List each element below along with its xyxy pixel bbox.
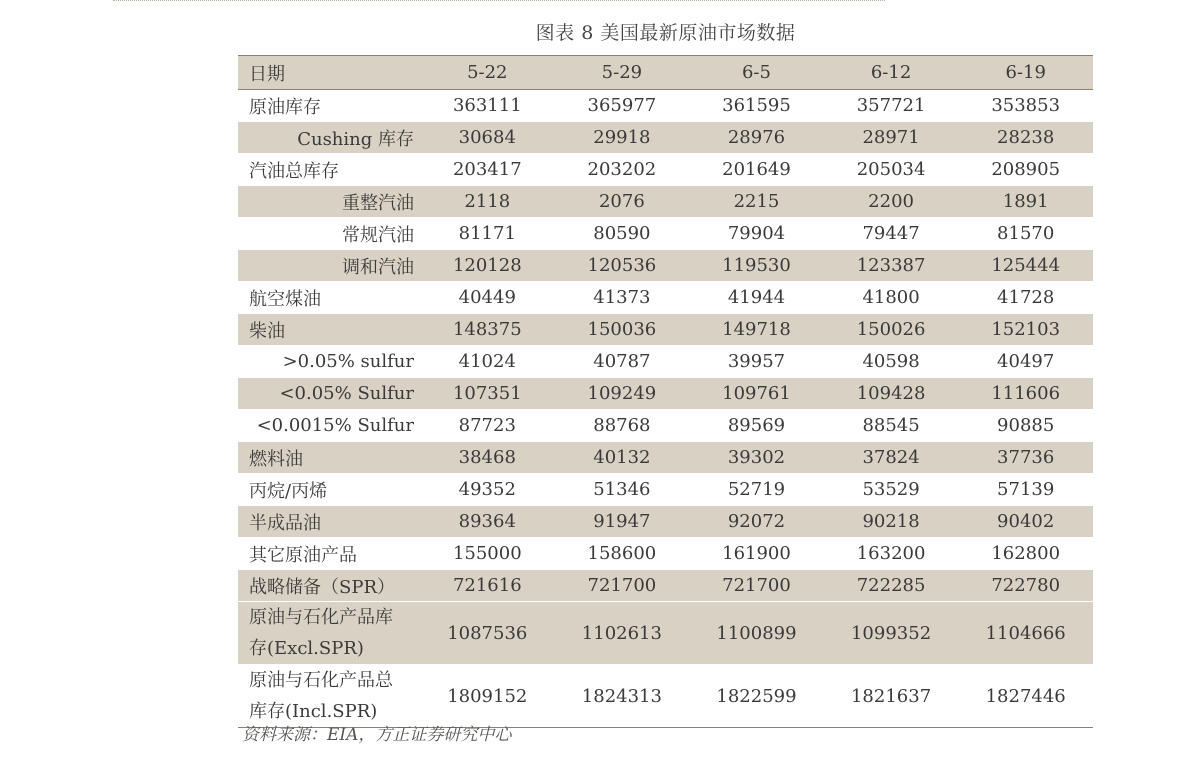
cell-value: 2200 [824,186,959,218]
table-row [238,122,1093,154]
cell-value: 40598 [824,346,959,378]
cell-value: 161900 [689,538,824,570]
row-label: <0.0015% Sulfur [238,410,420,442]
cell-value: 90218 [824,506,959,538]
cell-value: 1891 [958,186,1093,218]
cell-value: 125444 [958,250,1093,282]
cell-value: 79904 [689,218,824,250]
row-label [238,602,420,665]
cell-value: 53529 [824,474,959,506]
table-row [238,90,1093,122]
cell-value: 28971 [824,122,959,154]
cell-value: 28238 [958,122,1093,154]
cell-value: 89364 [420,506,555,538]
cell-value: 1100899 [689,602,824,665]
cell-value: 51346 [555,474,690,506]
cell-value: 109761 [689,378,824,410]
cell-value: 149718 [689,314,824,346]
cell-value: 2076 [555,186,690,218]
cell-value: 87723 [420,410,555,442]
table-row [238,186,1093,218]
crude-oil-data-table [238,55,1093,728]
row-label: 常规汽油 [238,218,420,250]
table-row [238,250,1093,282]
header-date: 5-29 [555,56,690,90]
cell-value: 41728 [958,282,1093,314]
cell-value: 120536 [555,250,690,282]
cell-value: 148375 [420,314,555,346]
cell-value: 119530 [689,250,824,282]
row-label: 原油库存 [238,90,420,122]
cell-value: 88545 [824,410,959,442]
table-row [238,346,1093,378]
cell-value: 721616 [420,570,555,602]
cell-value: 162800 [958,538,1093,570]
cell-value: 40132 [555,442,690,474]
row-label: 汽油总库存 [238,154,420,186]
cell-value: 49352 [420,474,555,506]
table-caption: 图表 8 美国最新原油市场数据 [535,22,796,44]
cell-value: 88768 [555,410,690,442]
cell-value: 40787 [555,346,690,378]
row-label-line1: 原油与石化产品总 [249,670,393,691]
header-date: 6-19 [958,56,1093,90]
cell-value: 120128 [420,250,555,282]
cell-value: 1104666 [958,602,1093,665]
cell-value: 1827446 [958,665,1093,728]
cell-value: 109428 [824,378,959,410]
cell-value: 722285 [824,570,959,602]
cell-value: 722780 [958,570,1093,602]
cell-value: 1824313 [555,665,690,728]
cell-value: 123387 [824,250,959,282]
cell-value: 41373 [555,282,690,314]
cell-value: 80590 [555,218,690,250]
cell-value: 38468 [420,442,555,474]
cell-value: 30684 [420,122,555,154]
cell-value: 57139 [958,474,1093,506]
cell-value: 92072 [689,506,824,538]
cell-value: 41800 [824,282,959,314]
cell-value: 2215 [689,186,824,218]
cell-value: 111606 [958,378,1093,410]
table-row [238,538,1093,570]
cell-value: 28976 [689,122,824,154]
cell-value: 2118 [420,186,555,218]
cell-value: 37736 [958,442,1093,474]
cell-value: 41024 [420,346,555,378]
cell-value: 150036 [555,314,690,346]
cell-value: 155000 [420,538,555,570]
cell-value: 90885 [958,410,1093,442]
cell-value: 150026 [824,314,959,346]
row-label: <0.05% Sulfur [238,378,420,410]
row-label: 航空煤油 [238,282,420,314]
table-row [238,442,1093,474]
cell-value: 363111 [420,90,555,122]
cell-value: 721700 [555,570,690,602]
header-row [238,56,1093,90]
row-label: 重整汽油 [238,186,420,218]
cell-value: 158600 [555,538,690,570]
cell-value: 109249 [555,378,690,410]
cell-value: 89569 [689,410,824,442]
cell-value: 29918 [555,122,690,154]
cell-value: 39957 [689,346,824,378]
row-label-line2: 存(Excl.SPR) [249,638,364,659]
cell-value: 1822599 [689,665,824,728]
cell-value: 1821637 [824,665,959,728]
row-label: 丙烷/丙烯 [238,474,420,506]
cell-value: 365977 [555,90,690,122]
cell-value: 208905 [958,154,1093,186]
header-date: 6-5 [689,56,824,90]
header-date: 6-12 [824,56,959,90]
row-label: 柴油 [238,314,420,346]
row-label-line1: 原油与石化产品库 [249,607,393,628]
row-label: 调和汽油 [238,250,420,282]
cell-value: 40497 [958,346,1093,378]
cell-value: 91947 [555,506,690,538]
cell-value: 201649 [689,154,824,186]
table-row [238,410,1093,442]
header-date: 5-22 [420,56,555,90]
table-row [238,154,1093,186]
cell-value: 203202 [555,154,690,186]
cell-value: 1809152 [420,665,555,728]
cell-value: 203417 [420,154,555,186]
row-label [238,665,420,728]
cell-value: 79447 [824,218,959,250]
row-label: 燃料油 [238,442,420,474]
table-row [238,282,1093,314]
cell-value: 361595 [689,90,824,122]
cell-value: 90402 [958,506,1093,538]
top-dotted-rule [113,0,885,1]
cell-value: 41944 [689,282,824,314]
row-label: 其它原油产品 [238,538,420,570]
row-label: 半成品油 [238,506,420,538]
cell-value: 357721 [824,90,959,122]
row-label: Cushing 库存 [238,122,420,154]
table-row [238,570,1093,602]
cell-value: 37824 [824,442,959,474]
cell-value: 205034 [824,154,959,186]
cell-value: 107351 [420,378,555,410]
row-label: >0.05% sulfur [238,346,420,378]
cell-value: 81570 [958,218,1093,250]
cell-value: 1099352 [824,602,959,665]
cell-value: 81171 [420,218,555,250]
cell-value: 152103 [958,314,1093,346]
table-row [238,506,1093,538]
row-label: 战略储备（SPR） [238,570,420,602]
table-row [238,474,1093,506]
cell-value: 721700 [689,570,824,602]
header-date-label: 日期 [238,56,420,90]
cell-value: 1087536 [420,602,555,665]
cell-value: 1102613 [555,602,690,665]
table-row [238,665,1093,728]
table-row [238,314,1093,346]
cell-value: 353853 [958,90,1093,122]
source-note: 资料来源：EIA，方正证券研究中心 [242,725,512,745]
cell-value: 163200 [824,538,959,570]
cell-value: 39302 [689,442,824,474]
row-label-line2: 库存(Incl.SPR) [249,701,378,722]
table-row [238,218,1093,250]
cell-value: 40449 [420,282,555,314]
table-row [238,602,1093,665]
cell-value: 52719 [689,474,824,506]
table-row [238,378,1093,410]
